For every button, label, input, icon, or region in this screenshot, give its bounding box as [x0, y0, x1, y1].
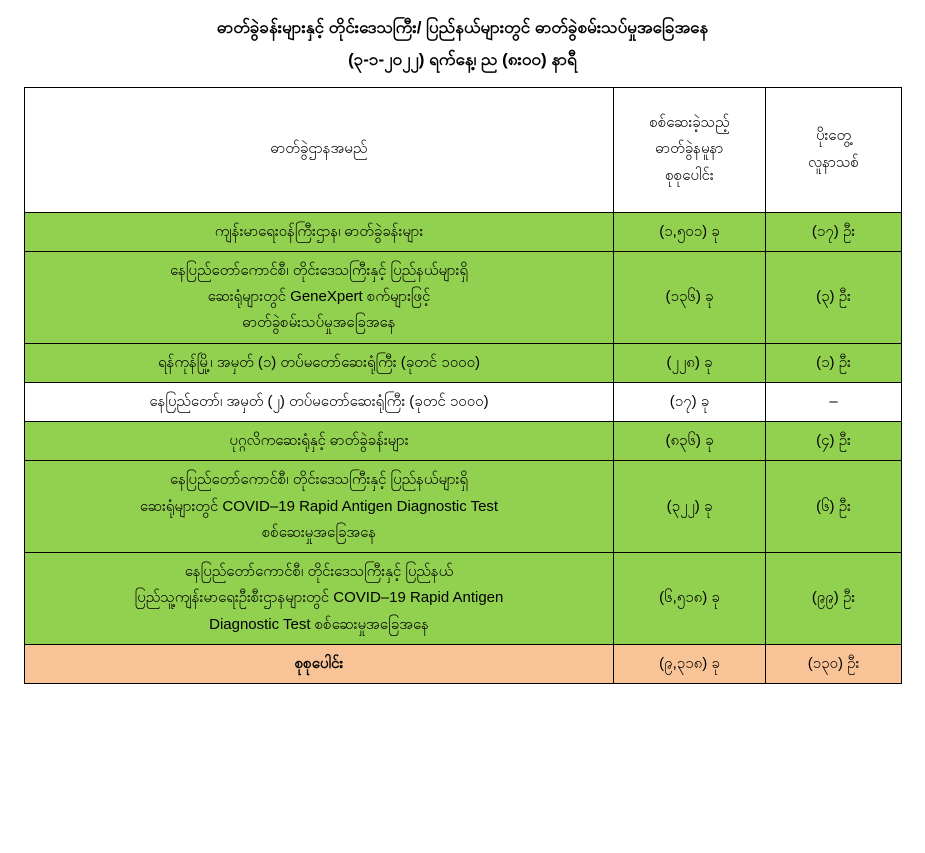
row-tests-cell: (၆,၅၁၈) ခု [614, 553, 766, 645]
row-name-line: နေပြည်တော်၊ အမှတ် (၂) တပ်မတော်ဆေးရုံကြီး (ခုတင် ၁၀၀၀) [149, 392, 489, 410]
row-name-line: ပြည်သူ့ကျန်းမာရေးဦးစီးဌာနများတွင် COVID–19 Rapid Antigen [134, 589, 504, 607]
row-name-cell [25, 212, 614, 251]
header-cell-name: ဓာတ်ခွဲဌာနအမည် [25, 87, 614, 212]
table-row [25, 251, 902, 343]
table-body [25, 212, 902, 684]
row-name-line: နေပြည်တော်ကောင်စီ၊ တိုင်းဒေသကြီးနှင့် ပြည်နယ်များရှိ [170, 261, 468, 279]
row-name-line: ပုဂ္ဂလိကဆေးရုံနှင့် ဓာတ်ခွဲခန်းများ [229, 432, 409, 450]
row-cases-cell: (၉၉) ဦး [766, 553, 902, 645]
row-name-line: ရန်ကုန်မြို့၊ အမှတ် (၁) တပ်မတော်ဆေးရုံကြီး (ခုတင် ၁၀၀၀) [157, 353, 481, 371]
row-tests-cell: (၂၂၈) ခု [614, 343, 766, 382]
row-name-cell [25, 553, 614, 645]
row-name-line: ဆေးရုံများတွင် COVID–19 Rapid Antigen Diagnostic Test [139, 497, 499, 515]
row-name-line: စစ်ဆေးမှုအခြေအနေ [261, 523, 377, 541]
row-name-line: ဆေးရုံများတွင် GeneXpert စက်များဖြင့် [207, 288, 431, 306]
title-line-1: ဓာတ်ခွဲခန်းများနှင့် တိုင်းဒေသကြီး/ ပြည်နယ်များတွင် ဓာတ်ခွဲစမ်းသပ်မှုအခြေအနေ [216, 18, 709, 37]
row-name-cell [25, 343, 614, 382]
row-name-cell [25, 422, 614, 461]
header-tests-line-3: စုစုပေါင်း [665, 166, 714, 184]
row-name-line: နေပြည်တော်ကောင်စီ၊ တိုင်းဒေသကြီးနှင့် ပြည်နယ် [184, 563, 454, 581]
table-header [25, 87, 902, 212]
header-cases-line-1: ပိုးတွေ့ [815, 127, 852, 145]
total-label-cell: စုစုပေါင်း [25, 644, 614, 683]
row-name-line: Diagnostic Test စစ်ဆေးမှုအခြေအနေ [209, 615, 429, 633]
page-title [24, 12, 901, 77]
table-total-row [25, 644, 902, 683]
header-cell-cases [766, 87, 902, 212]
title-line-2: (၃-၁-၂၀၂၂) ရက်နေ့၊ ည (၈း၀၀) နာရီ [348, 50, 577, 70]
header-tests-line-1: စစ်ဆေးခဲ့သည့် [649, 114, 730, 132]
table-row [25, 553, 902, 645]
row-cases-cell: (၁၇) ဦး [766, 212, 902, 251]
row-name-line: ကျန်းမာရေးဝန်ကြီးဌာန၊ ဓာတ်ခွဲခန်းများ [214, 222, 424, 240]
row-cases-cell: (၁) ဦး [766, 343, 902, 382]
row-tests-cell: (၁၃၆) ခု [614, 251, 766, 343]
table-row [25, 461, 902, 553]
row-cases-cell: – [766, 382, 902, 421]
row-name-cell [25, 382, 614, 421]
table-row [25, 343, 902, 382]
header-cases-line-2: လူနာသစ် [808, 153, 859, 171]
table-row [25, 382, 902, 421]
row-name-cell [25, 251, 614, 343]
lab-test-table [24, 87, 902, 685]
total-cases-cell: (၁၃၀) ဦး [766, 644, 902, 683]
row-name-line: နေပြည်တော်ကောင်စီ၊ တိုင်းဒေသကြီးနှင့် ပြည်နယ်များရှိ [170, 471, 468, 489]
row-name-cell [25, 461, 614, 553]
total-tests-cell: (၉,၃၁၈) ခု [614, 644, 766, 683]
row-name-line: ဓာတ်ခွဲစမ်းသပ်မှုအခြေအနေ [242, 314, 396, 332]
row-cases-cell: (၆) ဦး [766, 461, 902, 553]
header-cell-tests [614, 87, 766, 212]
row-tests-cell: (၁၇) ခု [614, 382, 766, 421]
row-cases-cell: (၃) ဦး [766, 251, 902, 343]
table-row [25, 422, 902, 461]
row-tests-cell: (၁,၅၀၁) ခု [614, 212, 766, 251]
header-row [25, 87, 902, 212]
row-tests-cell: (၃၂၂) ခု [614, 461, 766, 553]
row-cases-cell: (၄) ဦး [766, 422, 902, 461]
row-tests-cell: (၈၃၆) ခု [614, 422, 766, 461]
header-tests-line-2: ဓာတ်ခွဲနမူနာ [655, 140, 724, 158]
table-row [25, 212, 902, 251]
